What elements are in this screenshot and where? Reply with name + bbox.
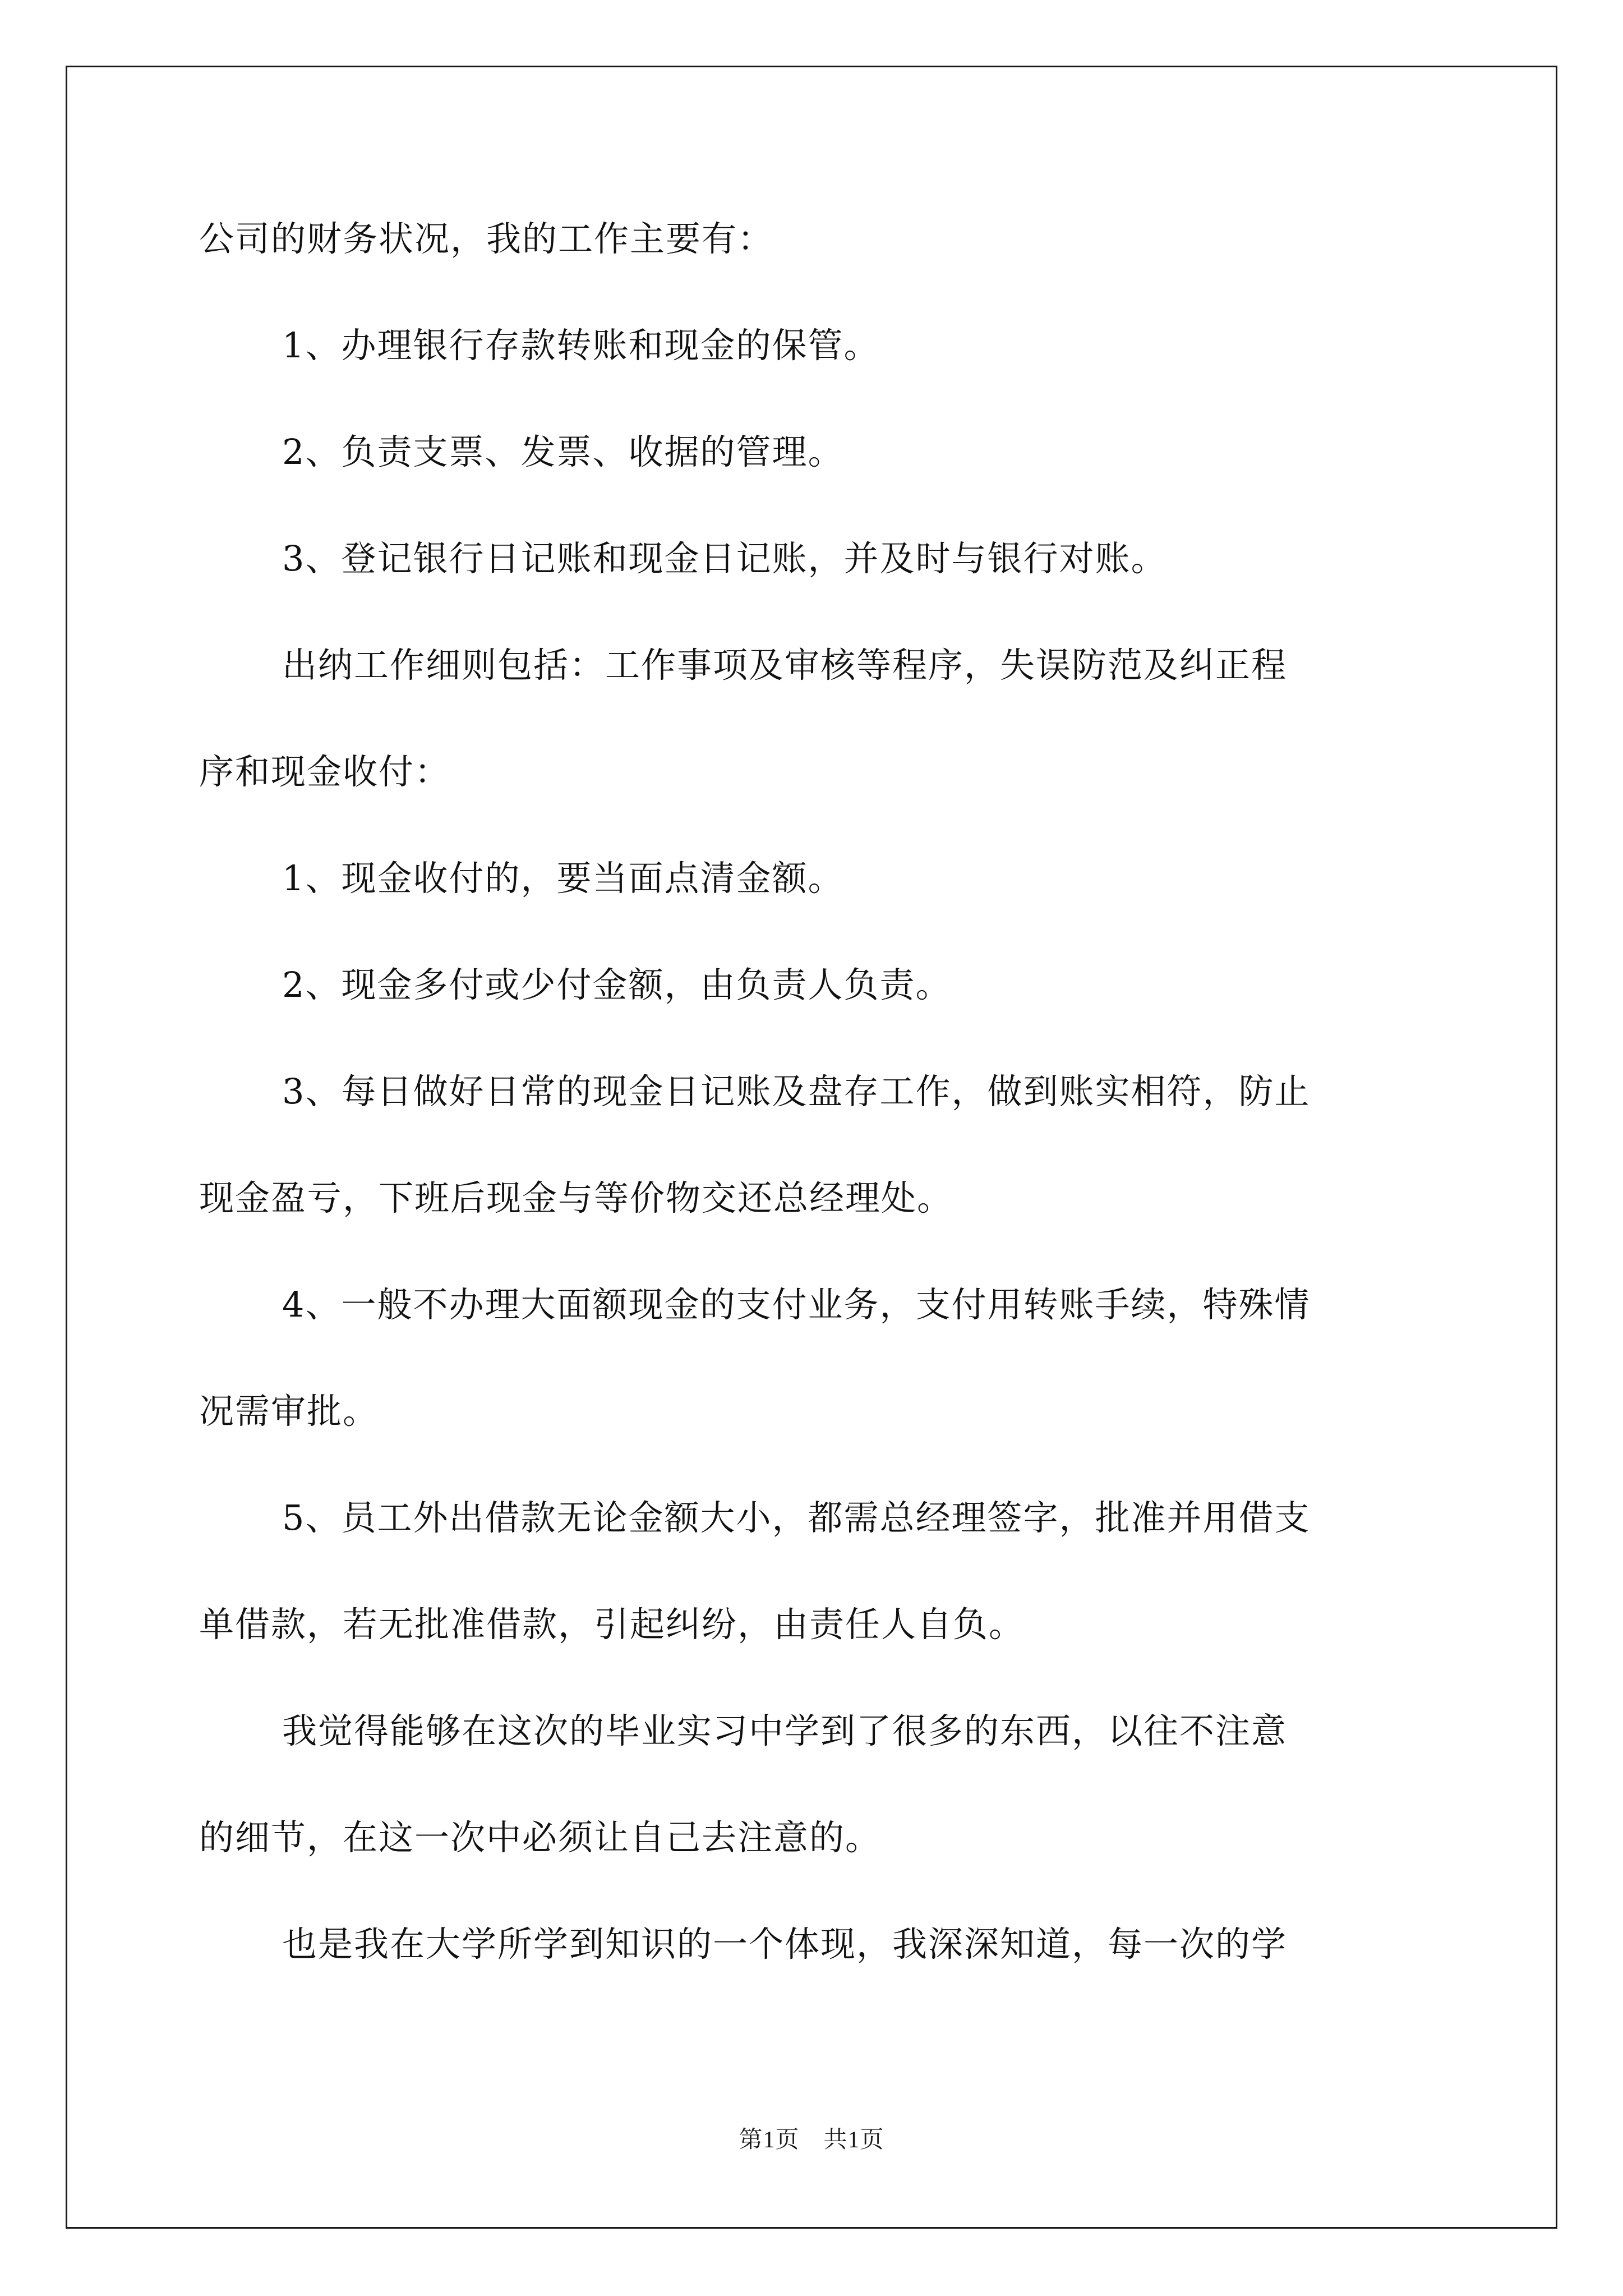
- text-line: 1、现金收付的，要当面点清金额。: [282, 858, 844, 899]
- text-line: 的细节，在这一次中必须让自己去注意的。: [199, 1817, 882, 1858]
- text-line: 4、一般不办理大面额现金的支付业务，支付用转账手续，特殊情: [282, 1284, 1311, 1325]
- text-line: 序和现金收付：: [199, 751, 451, 792]
- text-line: 3、每日做好日常的现金日记账及盘存工作，做到账实相符，防止: [282, 1071, 1311, 1112]
- text-line: 3、登记银行日记账和现金日记账，并及时与银行对账。: [282, 538, 1167, 579]
- text-line: 也是我在大学所学到知识的一个体现，我深深知道，每一次的学: [282, 1924, 1288, 1964]
- text-line: 出纳工作细则包括：工作事项及审核等程序，失误防范及纠正程: [282, 645, 1288, 685]
- text-line: 2、现金多付或少付金额，由负责人负责。: [282, 964, 952, 1005]
- page-footer: 第1页 共1页: [739, 2127, 884, 2153]
- text-line: 公司的财务状况，我的工作主要有：: [199, 218, 774, 259]
- text-line: 单借款，若无批准借款，引起纠纷，由责任人自负。: [199, 1604, 1025, 1645]
- text-line: 2、负责支票、发票、收据的管理。: [282, 431, 844, 472]
- text-line: 现金盈亏，下班后现金与等价物交还总经理处。: [199, 1177, 953, 1218]
- document-body: [199, 218, 1433, 2033]
- text-line: 况需审批。: [199, 1391, 379, 1432]
- text-line: 1、办理银行存款转账和现金的保管。: [282, 325, 880, 366]
- text-line: 5、员工外出借款无论金额大小，都需总经理签字，批准并用借支: [282, 1497, 1311, 1538]
- text-line: 我觉得能够在这次的毕业实习中学到了很多的东西，以往不注意: [282, 1710, 1288, 1751]
